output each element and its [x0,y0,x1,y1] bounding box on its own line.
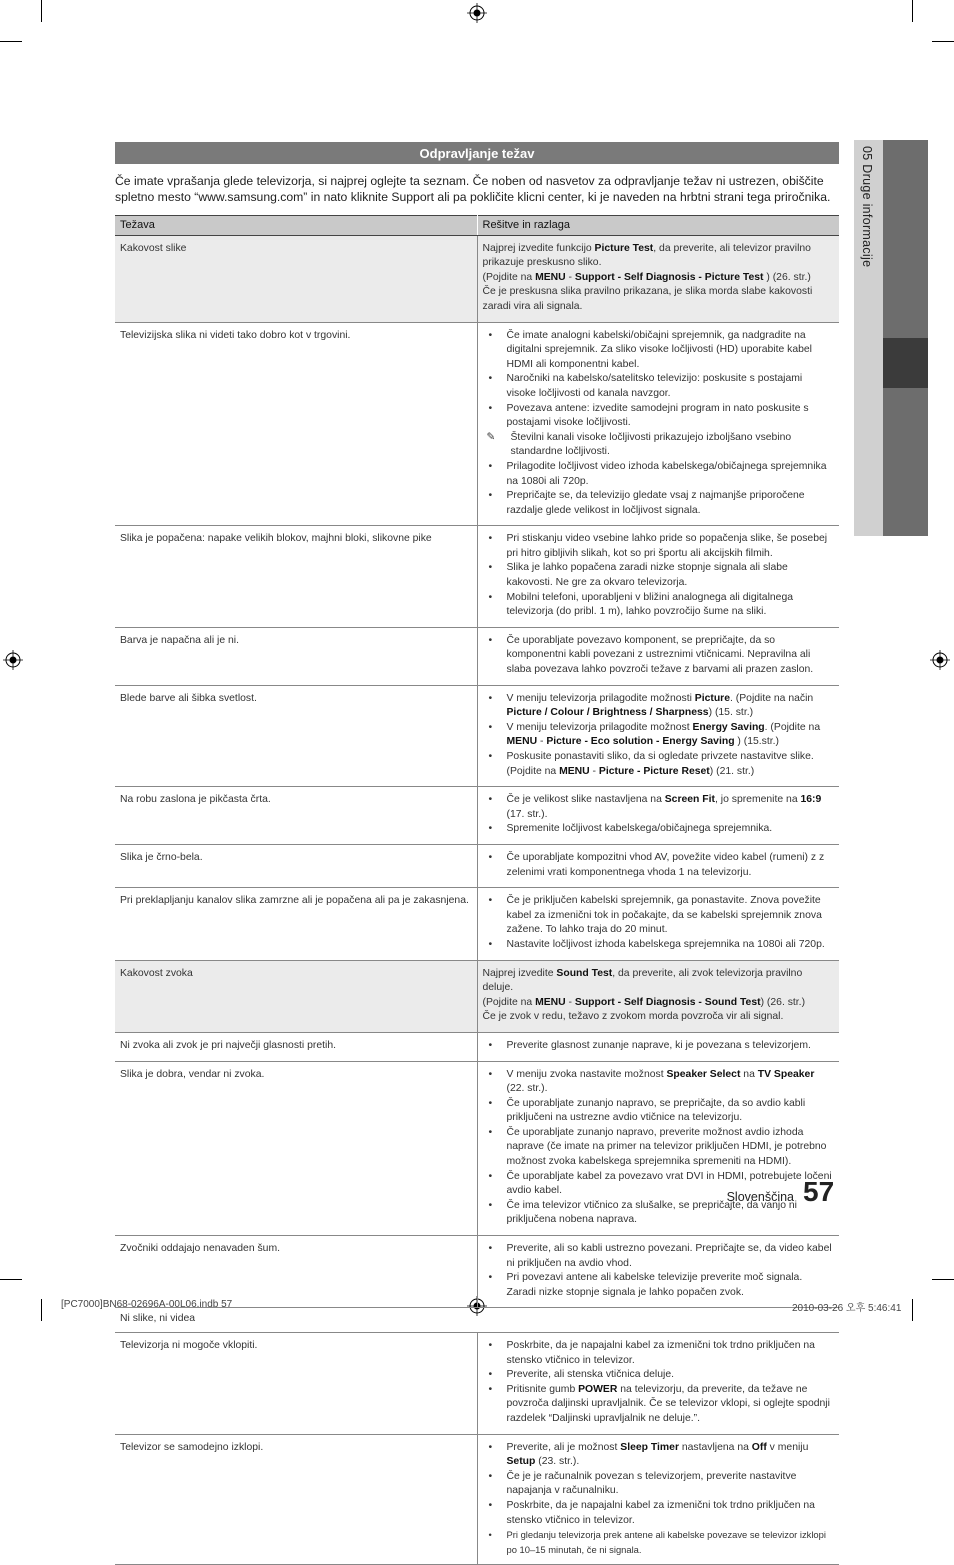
crop-mark [932,41,954,42]
print-file-info: [PC7000]BN68-02696A-00L06.indb 57 [61,1299,233,1310]
issue-cell: Slika je popačena: napake velikih blokov, majhni bloki, slikovne pike [115,526,477,628]
table-row [115,1333,839,1435]
solution-bullet: • Prilagodite ločljivost video izhoda kabelskega/običajnega sprejemnika na 1080i ali 720p. [483,460,835,489]
solution-bullet: • Povezava antene: izvedite samodejni program in nato poskusite s postajami visoke ločljivosti. [483,402,835,431]
crop-mark [912,1299,913,1321]
solution-cell [477,235,839,322]
table-header-row [115,216,839,236]
footer-language: Slovenščina [726,1190,794,1204]
print-timestamp: 2010-03-26 오후 5:46:41 [792,1303,902,1314]
section-row [115,1308,839,1333]
crop-mark [41,0,42,22]
chapter-side-tab-band [883,388,928,536]
crop-mark [0,1279,22,1280]
solution-bullet: • Poskrbite, da je napajalni kabel za izmenični tok trdno priključen na stensko vtičnico in televizor. [483,1499,835,1528]
solution-cell [477,787,839,845]
solution-bullet: • V meniju zvoka nastavite možnost Speaker Select na TV Speaker (22. str.). [483,1068,835,1097]
solution-line: (Pojdite na MENU - Support - Self Diagnosis - Picture Test ) (26. str.) [482,271,811,283]
solution-bullet: • Naročniki na kabelsko/satelitsko televizijo: poskusite s postajami visoke ločljivosti od kanala navzgor. [483,372,835,401]
solution-cell [477,1434,839,1565]
solution-bullet: • Če uporabljate kompozitni vhod AV, povežite video kabel (rumeni) z z zelenimi vrati komponentnega vhoda 1 na televizorju. [483,851,835,880]
solution-bullet: • Pri stiskanju video vsebine lahko pride so popačenja slike, še posebej pri hitro gibljivih slikah, kot so pri športu ali akcijskih filmih. [483,532,835,561]
table-row [115,960,839,1032]
solution-bullet: • Prepričajte se, da televizijo gledate vsaj z najmanjše priporočene razdalje glede velikost in ločljivost signala. [483,489,835,518]
table-row [115,685,839,787]
table-row [115,1434,839,1565]
solution-cell [477,526,839,628]
issue-cell: Televizor se samodejno izklopi. [115,1434,477,1565]
solution-bullet: • V meniju televizorja prilagodite možnost Energy Saving. (Pojdite na MENU - Picture - Eco solution - Energy Saving ) (15.str.) [483,721,835,750]
solution-cell [477,844,839,887]
issue-cell: Ni zvoka ali zvok je pri največji glasnosti pretih. [115,1032,477,1061]
solution-bullet: • Če imate analogni kabelski/običajni sprejemnik, ga nadgradite na digitalni sprejemnik. Za sliko visoke ločljivosti (HD) uporabite kabel HDMI ali komponentni kabel. [483,329,835,373]
solution-cell [477,685,839,787]
solution-bullet: • Spremenite ločljivost kabelskega/običajnega sprejemnika. [483,822,835,837]
table-row [115,844,839,887]
table-row [115,787,839,845]
page-number: 57 [803,1176,835,1207]
chapter-side-tab-band [883,140,928,338]
issue-cell: Slika je črno-bela. [115,844,477,887]
registration-mark-icon [3,650,23,670]
solution-cell [477,888,839,960]
column-header-issue: Težava [115,216,477,236]
solution-cell [477,1061,839,1236]
table-row [115,526,839,628]
issue-cell: Pri preklapljanju kanalov slika zamrzne ali je popačena ali pa je zakasnjena. [115,888,477,960]
note-pencil-icon [483,431,835,460]
solution-bullet: • Slika je lahko popačena zaradi nizke stopnje signala ali slabe kakovosti. Ne gre za okvaro televizorja. [483,561,835,590]
solution-bullet: • Če uporabljate zunanjo napravo, preverite možnost avdio izhoda naprave (če imate na primer na televizor priključen HDMI, je potrebno možnost zvoka kabelskega sprejemnika spremeniti na HDMI). [483,1126,835,1170]
registration-mark-icon [467,3,487,23]
solution-line: Če je zvok v redu, težavo z zvokom morda povzroča vir ali signal. [482,1011,784,1023]
column-header-solution: Rešitve in razlaga [477,216,839,236]
solution-bullet: • Nastavite ločljivost izhoda kabelskega sprejemnika na 1080i ali 720p. [483,938,835,953]
solution-bullet: • V meniju televizorja prilagodite možnosti Picture. (Pojdite na način Picture / Colour / Brightness / Sharpness) (15. str.) [483,692,835,721]
issue-cell: Barva je napačna ali je ni. [115,627,477,685]
registration-mark-icon [930,650,950,670]
table-row [115,1032,839,1061]
solution-bullet: • Preverite glasnost zunanje naprave, ki je povezana s televizorjem. [483,1039,835,1054]
solution-bullet: • Če ima televizor vtičnico za slušalke, se prepričajte, da vanjo ni priključena nobena naprava. [483,1199,835,1228]
issue-cell: Televizorja ni mogoče vklopiti. [115,1333,477,1435]
solution-line: Najprej izvedite Sound Test, da preverite, ali zvok televizorja pravilno deluje. [482,967,803,994]
solution-cell [477,1032,839,1061]
solution-bullet: • Če uporabljate povezavo komponent, se prepričajte, da so komponentni kabli povezani z ustreznimi vtičnicami. Nepravilna ali slaba povezava lahko povzroči težave z barvami ali prazen zaslon. [483,634,835,678]
solution-line: (Pojdite na MENU - Support - Self Diagnosis - Sound Test) (26. str.) [482,996,806,1008]
solution-cell [477,960,839,1032]
solution-bullet: • Pritisnite gumb POWER na televizorju, da preverite, da težave ne povzroča daljinski upravljalnik. Če se televizor vklopi, si oglejte spodnji razdelek “Daljinski upravljalnik ne deluje.”. [483,1383,835,1427]
issue-cell: Televizijska slika ni videti tako dobro kot v trgovini. [115,322,477,526]
table-row [115,888,839,960]
issue-cell: Blede barve ali šibka svetlost. [115,685,477,787]
table-row [115,235,839,322]
issue-cell: Kakovost slike [115,235,477,322]
solution-line: Najprej izvedite funkcijo Picture Test, da preverite, ali televizor pravilno prikazuje preskusno sliko. [482,242,811,269]
crop-mark [932,1279,954,1280]
solution-bullet: • Mobilni telefoni, uporabljeni v bližini analognega ali digitalnega televizorja (do pribl. 1 m), lahko povzročijo šume na sliki. [483,591,835,620]
crop-mark [41,1299,42,1321]
solution-line: Če je preskusna slika pravilno prikazana, je slika morda slabe kakovosti zaradi vira ali signala. [482,286,813,312]
solution-bullet: • Poskusite ponastaviti sliko, da si ogledate privzete nastavitve slike. (Pojdite na MENU - Picture - Picture Reset) (21. str.) [483,750,835,779]
solution-cell [477,627,839,685]
solution-bullet: • Pri povezavi antene ali kabelske televizije preverite moč signala. Zaradi nizke stopnje signala je lahko popačen zvok. [483,1271,835,1300]
note-text: Številni kanali visoke ločljivosti prikazujejo izboljšano vsebino standardne ločljivosti. [510,431,792,458]
solution-bullet: • Preverite, ali stenska vtičnica deluje. [483,1368,835,1383]
solution-cell [477,1236,839,1308]
solution-cell [477,322,839,526]
solution-bullet: • Če uporabljate kabel za povezavo vrat DVI in HDMI, potrebujete ločeni avdio kabel. [483,1170,835,1199]
troubleshooting-table [115,215,839,1565]
solution-bullet: • Pri gledanju televizorja prek antene ali kabelske povezave se televizor izklopi po 10–15 minutah, če ni signala. [483,1528,835,1557]
solution-bullet: • Če uporabljate zunanjo napravo, se prepričajte, da so avdio kabli priključeni na ustrezne avdio vtičnice na televizorju. [483,1097,835,1126]
solution-bullet: • Če je priključen kabelski sprejemnik, ga ponastavite. Znova povežite kabel za izmenični tok in počakajte, da se kabelski sprejemnik znova zažene. To lahko traja do 20 minut. [483,894,835,938]
issue-cell: Kakovost zvoka [115,960,477,1032]
crop-mark [912,0,913,22]
solution-bullet: • Če je velikost slike nastavljena na Screen Fit, jo spremenite na 16:9 (17. str.). [483,793,835,822]
table-row [115,322,839,526]
table-row [115,627,839,685]
table-row [115,1236,839,1308]
crop-mark [0,41,22,42]
solution-cell [477,1333,839,1435]
solution-bullet: • Če je je računalnik povezan s televizorjem, preverite nastavitve napajanja v računalniku. [483,1470,835,1499]
solution-bullet: • Preverite, ali je možnost Sleep Timer nastavljena na Off v meniju Setup (23. str.). [483,1441,835,1470]
table-row [115,1061,839,1236]
section-heading: Ni slike, ni videa [115,1308,839,1333]
chapter-side-tab-marker [883,338,928,388]
issue-cell: Slika je dobra, vendar ni zvoka. [115,1061,477,1236]
chapter-side-label: 05 Druge informacije [860,146,874,268]
issue-cell: Zvočniki oddajajo nenavaden šum. [115,1236,477,1308]
issue-cell: Na robu zaslona je pikčasta črta. [115,787,477,845]
solution-bullet: • Preverite, ali so kabli ustrezno povezani. Prepričajte se, da video kabel ni priključen na avdio vhod. [483,1242,835,1271]
intro-paragraph: Če imate vprašanja glede televizorja, si najprej oglejte ta seznam. Če noben od nasvetov za odpravljanje težav ni ustrezen, obiščite spletno mesto “www.samsung.com” in nato kliknite Support ali pa pokličite klicni center, ki je naveden na hrbtni strani tega priročnika. [115,174,831,204]
section-title: Odpravljanje težav [115,142,839,164]
solution-bullet: • Poskrbite, da je napajalni kabel za izmenični tok trdno priključen na stensko vtičnico in televizor. [483,1339,835,1368]
